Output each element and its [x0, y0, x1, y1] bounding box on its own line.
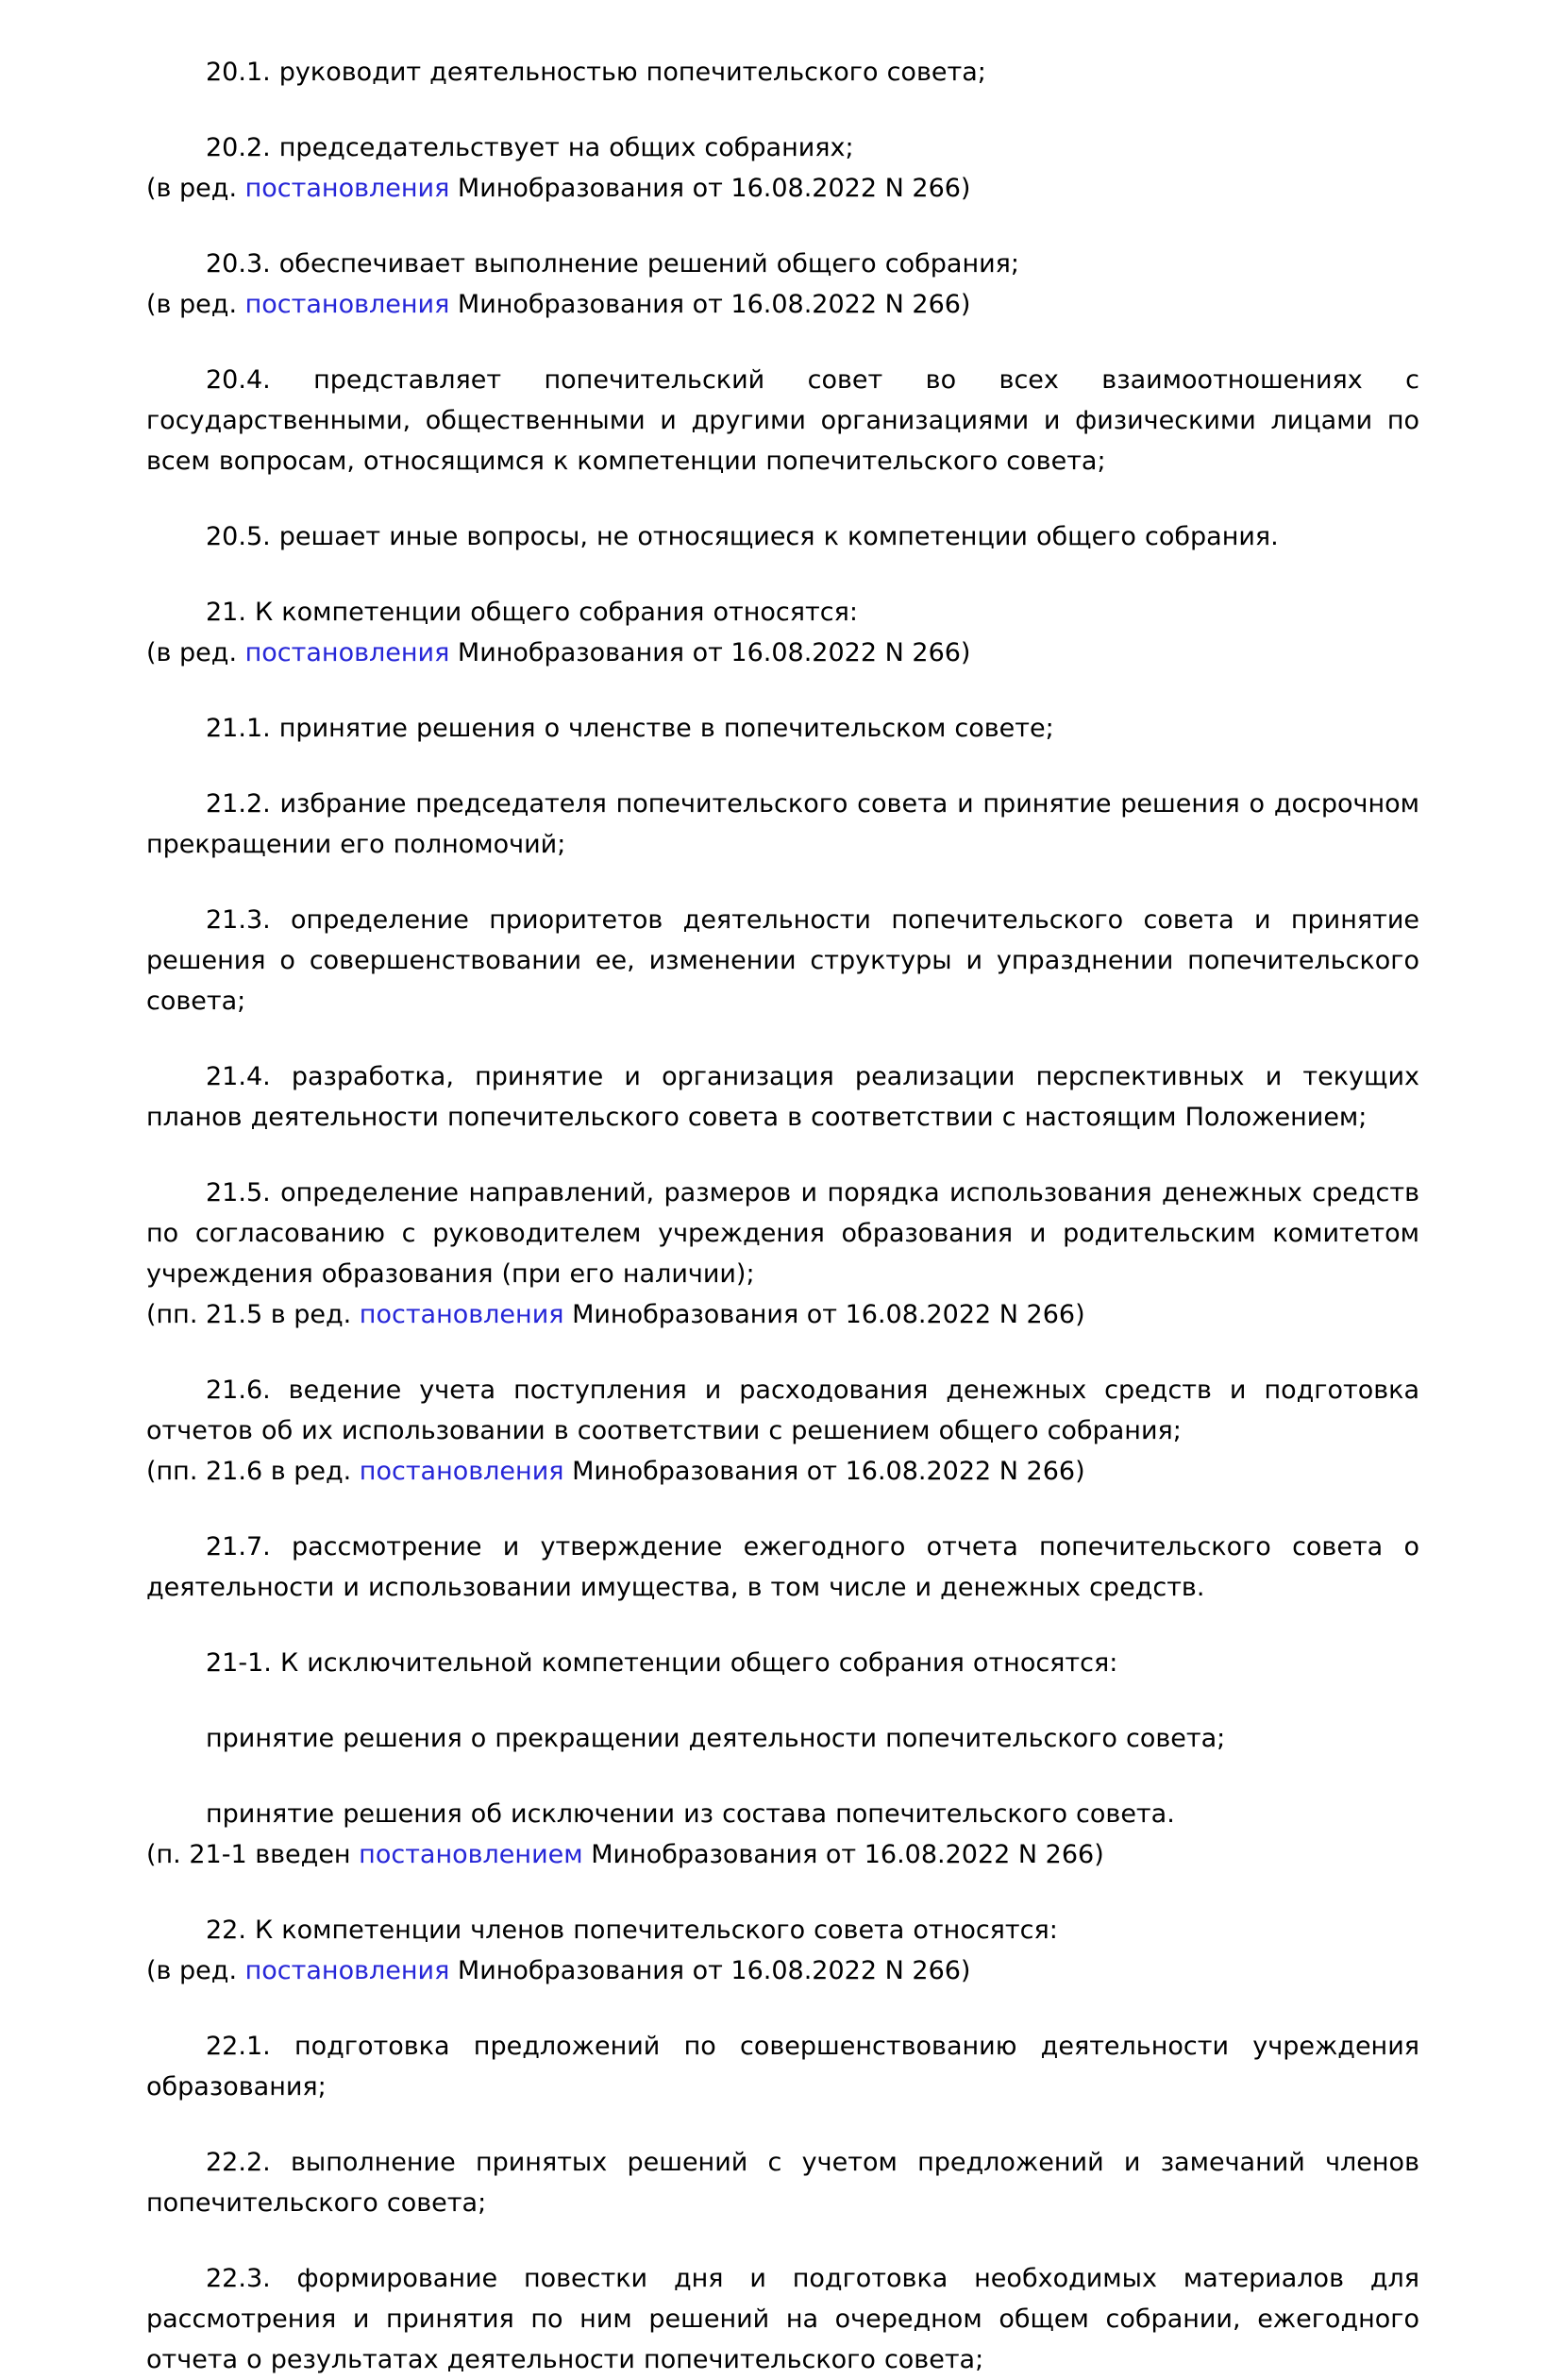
amendment-note-prefix: (в ред.: [146, 638, 245, 667]
amendment-note-note-22: [146, 1950, 1419, 1991]
regulation-link[interactable]: постановления: [244, 290, 450, 319]
paragraph-block: [146, 708, 1419, 749]
paragraph-item-22: 22. К компетенции членов попечительского совета относятся:: [206, 1916, 1058, 1945]
paragraph-block: [146, 244, 1419, 325]
paragraph-block: [146, 1718, 1419, 1759]
paragraph-item-21-dash-1-a: принятие решения о прекращении деятельности попечительского совета;: [206, 1724, 1226, 1753]
paragraph-block: [146, 1794, 1419, 1875]
paragraph-item-20-3: 20.3. обеспечивает выполнение решений общего собрания;: [206, 249, 1020, 279]
paragraph-item-21-3: 21.3. определение приоритетов деятельности попечительского совета и принятие решения о совершенствовании ее, изменении структуры и упразднении попечительского совета;: [146, 905, 1419, 1016]
paragraph-item-21-dash-1: 21-1. К исключительной компетенции общего собрания относятся:: [206, 1648, 1118, 1678]
paragraph-block: [146, 1643, 1419, 1683]
paragraph-block: [146, 2142, 1419, 2223]
regulation-link[interactable]: постановления: [359, 1300, 564, 1329]
amendment-note-prefix: (в ред.: [146, 1956, 245, 1985]
paragraph-item-20-5: 20.5. решает иные вопросы, не относящиеся к компетенции общего собрания.: [206, 522, 1279, 551]
amendment-note-note-21-5: [146, 1294, 1419, 1335]
regulation-link[interactable]: постановления: [244, 1956, 450, 1985]
paragraph-item-20-1: 20.1. руководит деятельностью попечительского совета;: [206, 58, 986, 87]
amendment-note-suffix: Минобразования от 16.08.2022 N 266): [449, 174, 971, 203]
paragraph-item-22-2: 22.2. выполнение принятых решений с учетом предложений и замечаний членов попечительского совета;: [146, 2148, 1419, 2218]
paragraph-item-21-7: 21.7. рассмотрение и утверждение ежегодного отчета попечительского совета о деятельности и использовании имущества, в том числе и денежных средств.: [146, 1532, 1419, 1602]
amendment-note-prefix: (в ред.: [146, 290, 245, 319]
document-body: [146, 52, 1419, 2380]
paragraph-block: [146, 592, 1419, 673]
amendment-note-prefix: (п. 21-1 введен: [146, 1840, 360, 1869]
paragraph-block: [146, 1910, 1419, 1991]
paragraph-item-21-4: 21.4. разработка, принятие и организация реализации перспективных и текущих планов деятельности попечительского совета в соответствии с настоящим Положением;: [146, 1062, 1419, 1132]
paragraph-block: [146, 2258, 1419, 2380]
paragraph-block: [146, 1173, 1419, 1335]
paragraph-item-22-1: 22.1. подготовка предложений по совершенствованию деятельности учреждения образования;: [146, 2032, 1419, 2101]
paragraph-block: [146, 360, 1419, 481]
amendment-note-note-20-2: [146, 168, 1419, 209]
regulation-link[interactable]: постановления: [359, 1457, 564, 1486]
paragraph-block: [146, 1056, 1419, 1138]
amendment-note-suffix: Минобразования от 16.08.2022 N 266): [563, 1300, 1085, 1329]
amendment-note-prefix: (пп. 21.6 в ред.: [146, 1457, 360, 1486]
amendment-note-prefix: (в ред.: [146, 174, 245, 203]
paragraph-item-21: 21. К компетенции общего собрания относятся:: [206, 598, 858, 627]
amendment-note-note-21: [146, 633, 1419, 673]
paragraph-block: [146, 1370, 1419, 1492]
amendment-note-note-21-6: [146, 1451, 1419, 1492]
paragraph-block: [146, 127, 1419, 209]
paragraph-block: [146, 2026, 1419, 2107]
paragraph-block: [146, 1527, 1419, 1608]
amendment-note-suffix: Минобразования от 16.08.2022 N 266): [449, 290, 971, 319]
paragraph-block: [146, 784, 1419, 865]
regulation-link[interactable]: постановления: [244, 174, 450, 203]
amendment-note-suffix: Минобразования от 16.08.2022 N 266): [563, 1457, 1085, 1486]
regulation-link[interactable]: постановлением: [359, 1840, 583, 1869]
amendment-note-suffix: Минобразования от 16.08.2022 N 266): [582, 1840, 1104, 1869]
paragraph-block: [146, 52, 1419, 93]
amendment-note-note-20-3: [146, 284, 1419, 325]
paragraph-block: [146, 516, 1419, 557]
paragraph-item-21-dash-1-b: принятие решения об исключении из состава попечительского совета.: [206, 1799, 1175, 1829]
amendment-note-note-21-dash-1: [146, 1834, 1419, 1875]
amendment-note-suffix: Минобразования от 16.08.2022 N 266): [449, 638, 971, 667]
amendment-note-suffix: Минобразования от 16.08.2022 N 266): [449, 1956, 971, 1985]
regulation-link[interactable]: постановления: [244, 638, 450, 667]
paragraph-item-21-6: 21.6. ведение учета поступления и расходования денежных средств и подготовка отчетов об их использовании в соответствии с решением общего собрания;: [146, 1376, 1419, 1445]
paragraph-item-21-1: 21.1. принятие решения о членстве в попечительском совете;: [206, 714, 1054, 743]
paragraph-item-22-3: 22.3. формирование повестки дня и подготовка необходимых материалов для рассмотрения и принятия по ним решений на очередном общем собрании, ежегодного отчета о результатах деятельности попечительского совета;: [146, 2264, 1419, 2374]
paragraph-item-21-5: 21.5. определение направлений, размеров и порядка использования денежных средств по согласованию с руководителем учреждения образования и родительским комитетом учреждения образования (при его наличии);: [146, 1178, 1419, 1289]
paragraph-item-20-4: 20.4. представляет попечительский совет во всех взаимоотношениях с государственными, общественными и другими организациями и физическими лицами по всем вопросам, относящимся к компетенции попечительского совета;: [146, 365, 1419, 476]
paragraph-item-21-2: 21.2. избрание председателя попечительского совета и принятие решения о досрочном прекращении его полномочий;: [146, 789, 1419, 859]
paragraph-block: [146, 900, 1419, 1021]
paragraph-item-20-2: 20.2. председательствует на общих собраниях;: [206, 133, 854, 162]
amendment-note-prefix: (пп. 21.5 в ред.: [146, 1300, 360, 1329]
